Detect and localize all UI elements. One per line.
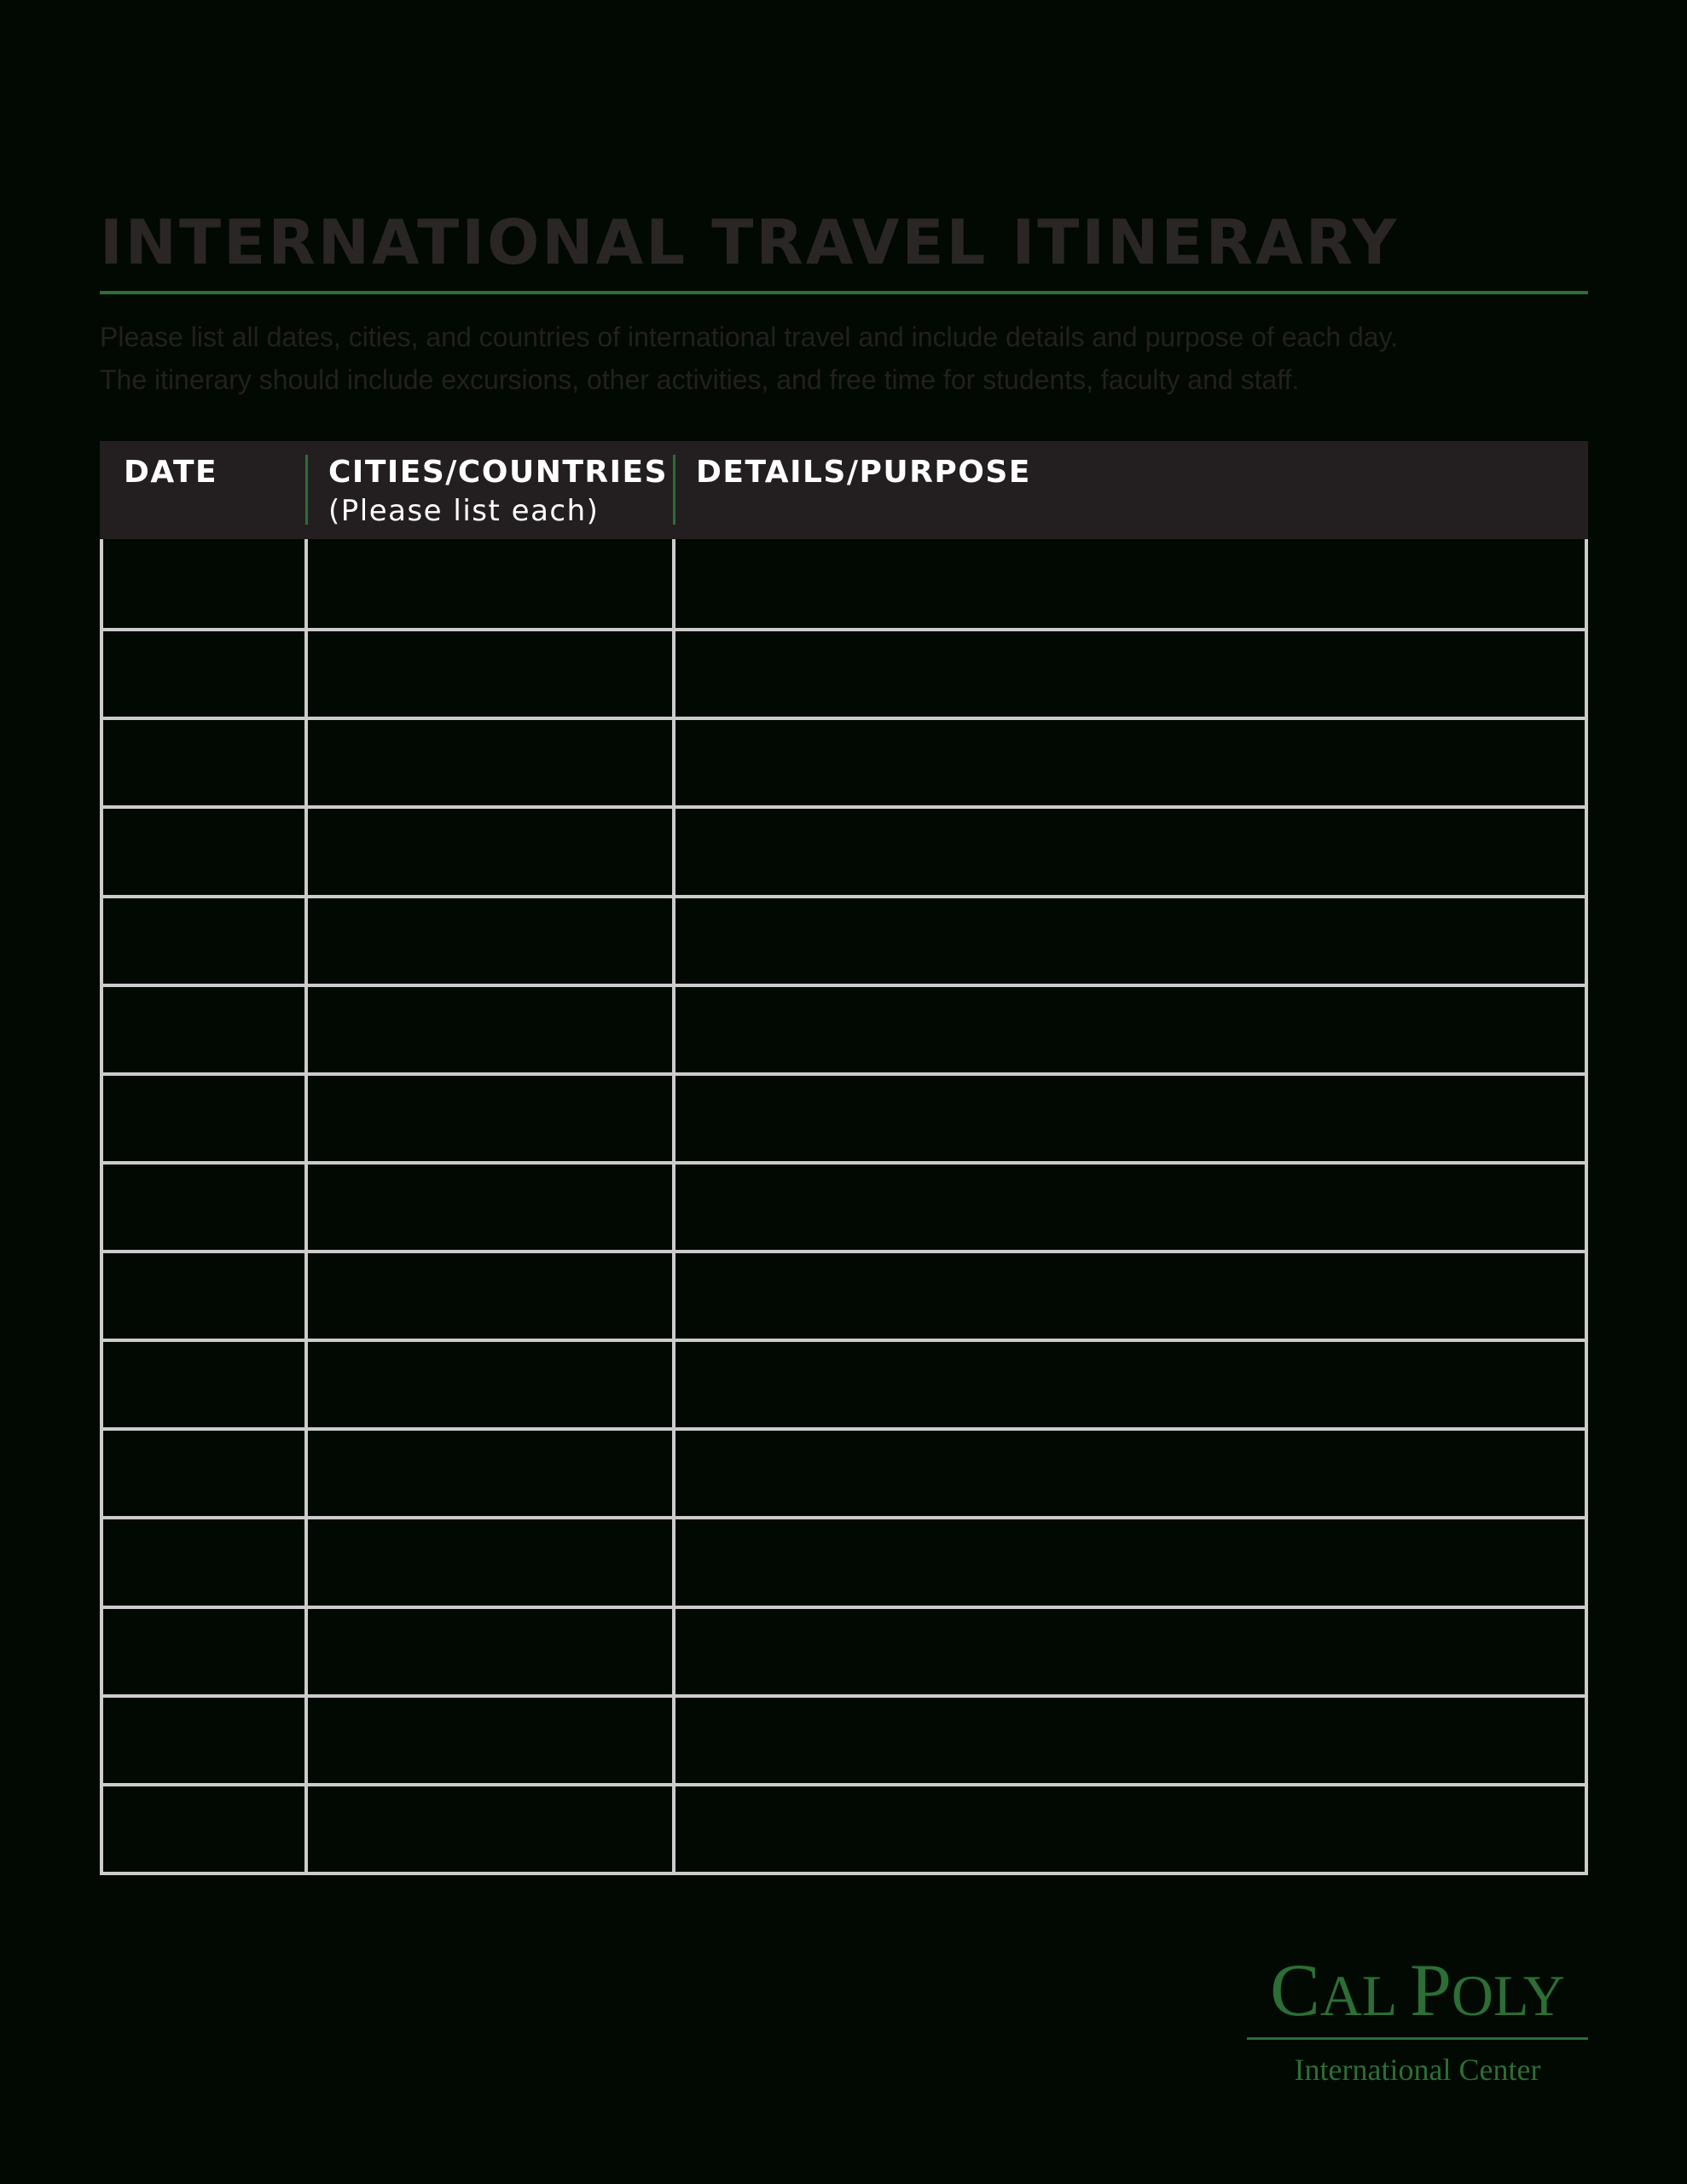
date-cell[interactable] <box>103 1609 304 1694</box>
grid-horizontal-line <box>100 1161 1588 1165</box>
column-header-details <box>696 453 1031 493</box>
details-cell[interactable] <box>675 1786 1585 1872</box>
date-cell[interactable] <box>103 1165 304 1250</box>
date-cell[interactable] <box>103 1519 304 1605</box>
table-header <box>100 441 1588 539</box>
date-cell[interactable] <box>103 1342 304 1427</box>
itinerary-grid <box>100 539 1588 1875</box>
date-cell[interactable] <box>103 987 304 1072</box>
cities-cell[interactable] <box>308 1786 672 1872</box>
date-cell[interactable] <box>103 1431 304 1516</box>
date-cell[interactable] <box>103 898 304 984</box>
cities-cell[interactable] <box>308 1431 672 1516</box>
cities-cell[interactable] <box>308 1609 672 1694</box>
details-cell[interactable] <box>675 631 1585 717</box>
date-cell[interactable] <box>103 720 304 805</box>
grid-horizontal-line <box>100 1694 1588 1698</box>
details-cell[interactable] <box>675 809 1585 894</box>
details-cell[interactable] <box>675 898 1585 984</box>
details-cell[interactable] <box>675 720 1585 805</box>
date-cell[interactable] <box>103 1076 304 1161</box>
grid-vertical-line <box>304 539 308 1875</box>
details-cell[interactable] <box>675 1431 1585 1516</box>
grid-horizontal-line <box>100 1339 1588 1342</box>
column-divider <box>673 455 675 525</box>
details-cell[interactable] <box>675 1342 1585 1427</box>
date-cell[interactable] <box>103 809 304 894</box>
column-header-date-label: DATE <box>124 455 218 490</box>
page-title: INTERNATIONAL TRAVEL ITINERARY <box>100 206 1400 278</box>
cities-cell[interactable] <box>308 898 672 984</box>
column-divider <box>305 455 308 525</box>
cities-cell[interactable] <box>308 1519 672 1605</box>
logo-subtitle: International Center <box>1294 2053 1541 2087</box>
grid-horizontal-line <box>100 628 1588 631</box>
column-header-cities-sublabel: (Please list each) <box>328 493 600 528</box>
title-underline <box>100 291 1588 294</box>
date-cell[interactable] <box>103 631 304 717</box>
logo-initial-2: P <box>1409 1949 1452 2032</box>
cal-poly-logo <box>1247 1949 1588 2088</box>
date-cell[interactable] <box>103 1253 304 1339</box>
details-cell[interactable] <box>675 1076 1585 1161</box>
logo-rest-1: AL <box>1319 1963 1410 2028</box>
grid-horizontal-line <box>100 717 1588 720</box>
grid-vertical-line <box>100 539 103 1875</box>
logo-wordmark <box>1247 1949 1588 2032</box>
cities-cell[interactable] <box>308 1698 672 1783</box>
details-cell[interactable] <box>675 1165 1585 1250</box>
column-header-date <box>124 453 217 493</box>
grid-horizontal-line <box>100 805 1588 809</box>
cities-cell[interactable] <box>308 1253 672 1339</box>
details-cell[interactable] <box>675 1519 1585 1605</box>
cities-cell[interactable] <box>308 543 672 628</box>
grid-horizontal-line <box>100 1516 1588 1519</box>
logo-rest-2: OLY <box>1451 1963 1565 2028</box>
grid-horizontal-line <box>100 1250 1588 1253</box>
details-cell[interactable] <box>675 1609 1585 1694</box>
cities-cell[interactable] <box>308 1342 672 1427</box>
grid-horizontal-line <box>100 1783 1588 1786</box>
logo-rule <box>1247 2037 1588 2040</box>
column-header-details-label: DETAILS/PURPOSE <box>696 455 1031 490</box>
details-cell[interactable] <box>675 987 1585 1072</box>
cities-cell[interactable] <box>308 809 672 894</box>
grid-horizontal-line <box>100 1427 1588 1431</box>
cities-cell[interactable] <box>308 631 672 717</box>
cities-cell[interactable] <box>308 987 672 1072</box>
details-cell[interactable] <box>675 543 1585 628</box>
grid-horizontal-line <box>100 895 1588 898</box>
grid-horizontal-line <box>100 1872 1588 1875</box>
cities-cell[interactable] <box>308 1165 672 1250</box>
details-cell[interactable] <box>675 1698 1585 1783</box>
instructions-line-1: Please list all dates, cities, and countries of international travel and include details and purpose of each day. <box>100 322 1399 352</box>
grid-horizontal-line <box>100 1072 1588 1076</box>
logo-initial-1: C <box>1270 1949 1320 2032</box>
date-cell[interactable] <box>103 543 304 628</box>
instructions-line-2: The itinerary should include excursions, other activities, and free time for students, faculty and staff. <box>100 364 1300 395</box>
grid-vertical-line <box>1585 539 1588 1875</box>
date-cell[interactable] <box>103 1698 304 1783</box>
column-header-cities-label: CITIES/COUNTRIES <box>328 455 669 490</box>
grid-vertical-line <box>672 539 675 1875</box>
column-header-cities <box>328 453 668 529</box>
grid-horizontal-line <box>100 1606 1588 1609</box>
details-cell[interactable] <box>675 1253 1585 1339</box>
grid-horizontal-line <box>100 984 1588 987</box>
date-cell[interactable] <box>103 1786 304 1872</box>
cities-cell[interactable] <box>308 720 672 805</box>
cities-cell[interactable] <box>308 1076 672 1161</box>
instructions <box>100 316 1601 401</box>
